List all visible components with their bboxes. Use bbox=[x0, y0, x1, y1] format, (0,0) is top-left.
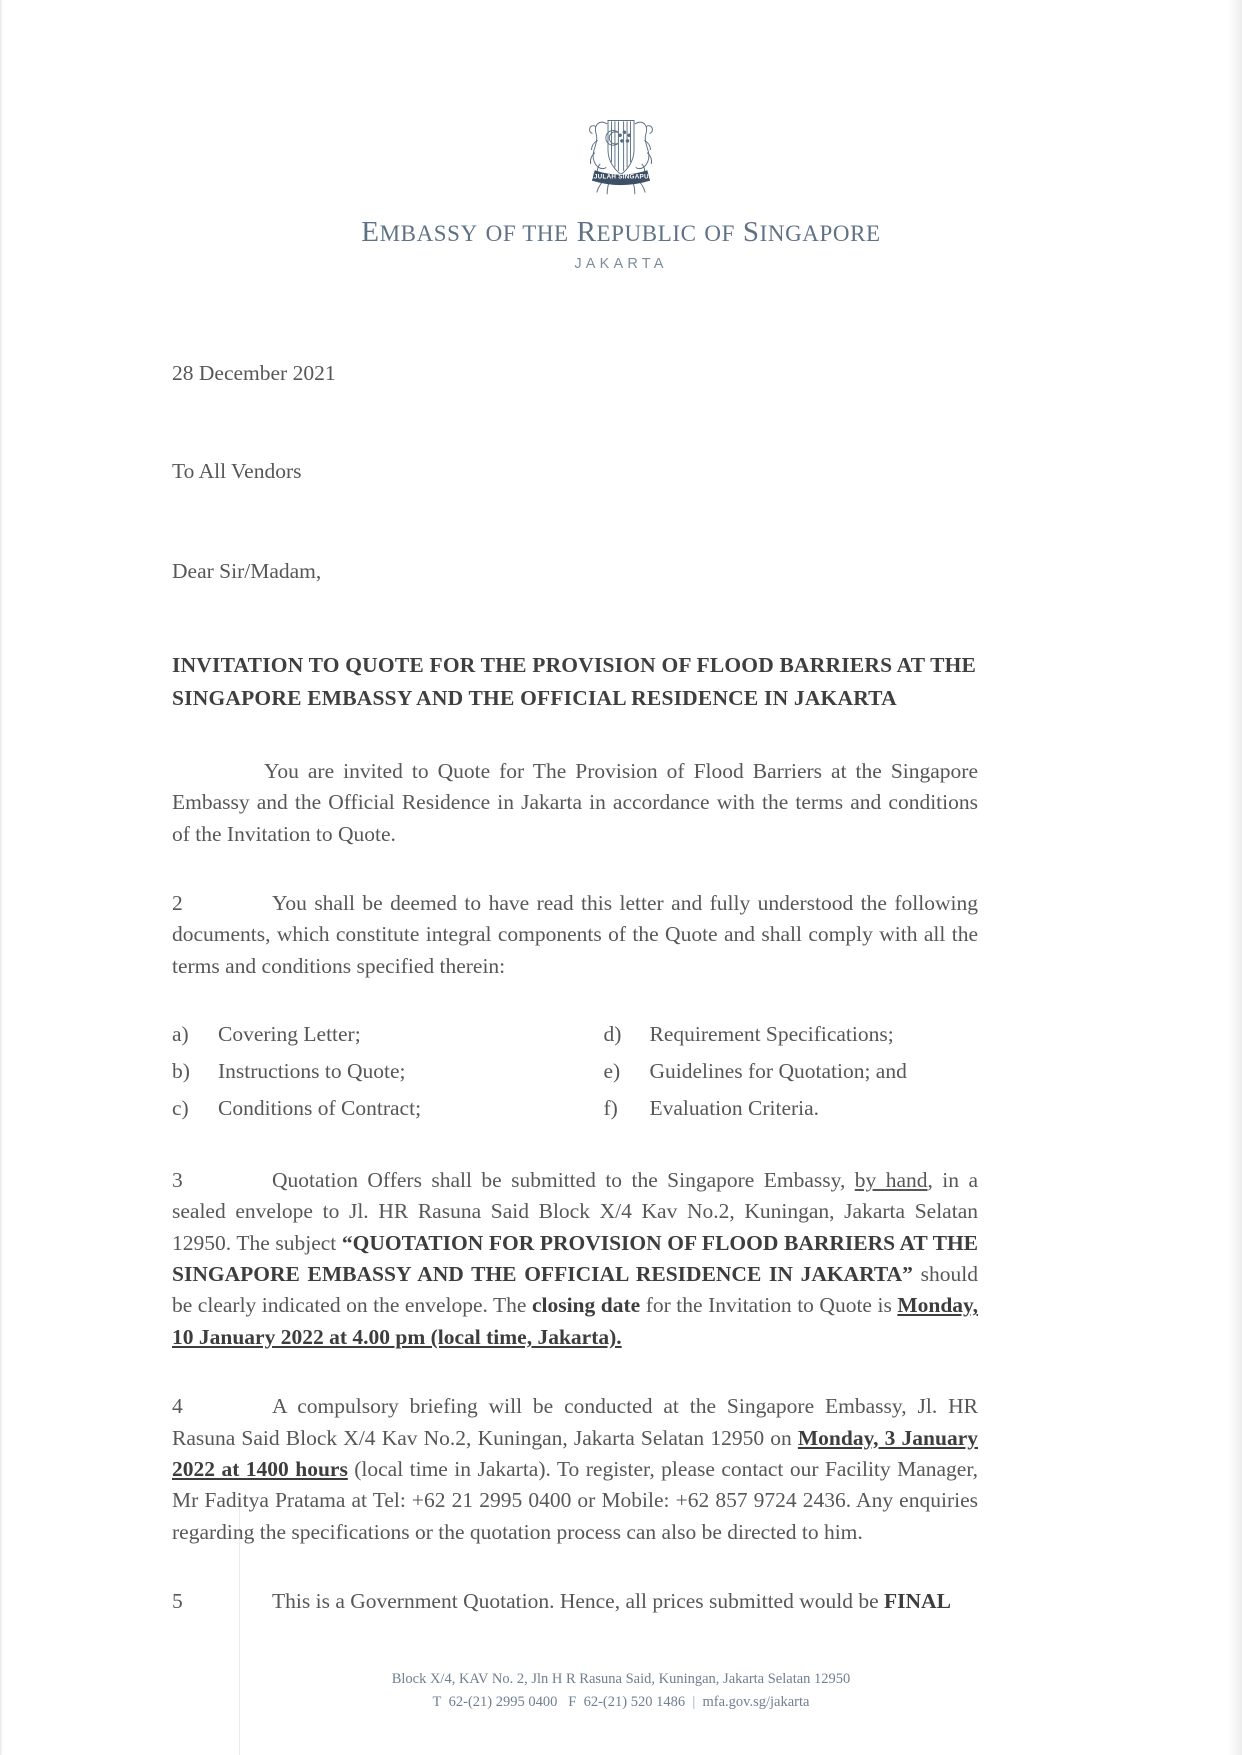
letter-addressee: To All Vendors bbox=[172, 459, 302, 484]
paragraph-1-text: You are invited to Quote for The Provision of Flood Barriers at the Singapore Embassy and the Official Residence in Jakarta in accordance with the terms and conditions of the Invitation to Quote. bbox=[172, 758, 978, 846]
paragraph-2 bbox=[172, 888, 978, 982]
list-item-marker: a) bbox=[172, 1022, 189, 1046]
list-item-label: Requirement Specifications; bbox=[649, 1022, 894, 1046]
motto-ribbon bbox=[584, 171, 659, 185]
list-item bbox=[172, 1053, 547, 1090]
footer-fax-label: F bbox=[568, 1694, 577, 1711]
organization-city: JAKARTA bbox=[574, 256, 668, 272]
list-item-label: Guidelines for Quotation; and bbox=[649, 1058, 907, 1083]
footer-website[interactable]: mfa.gov.sg/jakarta bbox=[702, 1694, 810, 1711]
footer-contact bbox=[0, 1691, 1242, 1714]
paragraph-3-text-c: should be clearly indicated on the envelope. The bbox=[172, 1262, 978, 1318]
list-item-marker: c) bbox=[172, 1095, 189, 1120]
closing-date-value: Monday, 10 January 2022 at 4.00 pm (local time, Jakarta). bbox=[172, 1293, 978, 1349]
footer-tel-value: 62-(21) 2995 0400 bbox=[448, 1694, 558, 1711]
final-emphasis: FINAL bbox=[884, 1589, 951, 1614]
footer-address: Block X/4, KAV No. 2, Jln H R Rasuna Said, Kuningan, Jakarta Selatan 12950 bbox=[391, 1671, 851, 1687]
list-item-marker: d) bbox=[603, 1022, 622, 1046]
paragraph-5 bbox=[172, 1586, 978, 1617]
letterhead bbox=[0, 98, 1242, 272]
organization-name: EMBASSY OF THE REPUBLIC OF SINGAPORE bbox=[361, 216, 881, 248]
list-item-marker: e) bbox=[603, 1058, 621, 1083]
list-item bbox=[172, 1090, 547, 1127]
documents-list-column-right bbox=[547, 1016, 979, 1127]
list-item bbox=[604, 1016, 979, 1053]
by-hand-emphasis: by hand bbox=[854, 1167, 928, 1192]
letter-salutation: Dear Sir/Madam, bbox=[172, 558, 322, 583]
list-item-marker: f) bbox=[603, 1095, 618, 1120]
closing-date-label: closing date bbox=[531, 1293, 641, 1318]
paragraph-2-text: You shall be deemed to have read this letter and fully understood the following documents, which constitute integral components of the Quote and shall comply with all the terms and conditions specified therein: bbox=[172, 890, 978, 978]
paragraph-5-text-a: This is a Government Quotation. Hence, all prices submitted would be bbox=[272, 1589, 885, 1614]
letter-date: 28 December 2021 bbox=[172, 361, 336, 385]
paragraph-3-text-a: Quotation Offers shall be submitted to the Singapore Embassy, bbox=[272, 1167, 855, 1192]
quotation-subject-line: “QUOTATION FOR PROVISION OF FLOOD BARRIERS AT THE SINGAPORE EMBASSY AND THE OFFICIAL RESIDENCE IN JAKARTA” bbox=[172, 1230, 979, 1287]
paragraph-4-text-b: (local time in Jakarta). To register, please contact our Facility Manager, Mr Faditya Pratama at Tel: +62 21 2995 0400 or Mobile: +62 857 9724 2436. Any enquiries regarding the specifications or the quotation process can also be directed to him. bbox=[172, 1456, 978, 1544]
paragraph-3-text-b: , in a sealed envelope to Jl. HR Rasuna Said Block X/4 Kav No.2, Kuningan, Jakarta Selatan 12950. The subject bbox=[172, 1167, 978, 1255]
list-item-marker: b) bbox=[172, 1058, 190, 1083]
list-item-label: Conditions of Contract; bbox=[218, 1095, 422, 1120]
list-item bbox=[604, 1090, 979, 1127]
letter-body bbox=[172, 358, 978, 1617]
paragraph-2-number: 2 bbox=[172, 890, 183, 915]
paragraph-4-number: 4 bbox=[172, 1394, 183, 1419]
documents-list-column-left bbox=[172, 1016, 547, 1127]
list-item-label: Covering Letter; bbox=[218, 1022, 361, 1046]
list-item-label: Evaluation Criteria. bbox=[649, 1095, 820, 1120]
paragraph-3-number: 3 bbox=[172, 1167, 183, 1192]
list-item bbox=[172, 1016, 547, 1053]
paragraph-1 bbox=[172, 756, 978, 850]
paragraph-5-number: 5 bbox=[172, 1589, 183, 1614]
paragraph-4-text-a: A compulsory briefing will be conducted at the Singapore Embassy, Jl. HR Rasuna Said Block X/4 Kav No.2, Kuningan, Jakarta Selatan 12950 on bbox=[172, 1394, 978, 1450]
paragraph-4 bbox=[172, 1391, 978, 1548]
singapore-coat-of-arms-icon bbox=[569, 98, 673, 202]
documents-list bbox=[172, 1016, 978, 1127]
briefing-date-value: Monday, 3 January 2022 at 1400 hours bbox=[172, 1425, 978, 1481]
list-item-label: Instructions to Quote; bbox=[218, 1058, 406, 1083]
paragraph-3-text-d: for the Invitation to Quote is bbox=[640, 1293, 898, 1318]
footer-fax-value: 62-(21) 520 1486 bbox=[583, 1694, 686, 1711]
page-footer bbox=[0, 1668, 1242, 1715]
svg-text:MAJULAH SINGAPURA: MAJULAH SINGAPURA bbox=[583, 173, 659, 181]
footer-separator: | bbox=[692, 1694, 696, 1711]
paragraph-3 bbox=[172, 1165, 978, 1353]
footer-tel-label: T bbox=[432, 1694, 442, 1711]
list-item bbox=[604, 1053, 979, 1090]
letter-subject-title: INVITATION TO QUOTE FOR THE PROVISION OF FLOOD BARRIERS AT THE SINGAPORE EMBASSY AND THE OFFICIAL RESIDENCE IN JAKARTA bbox=[172, 653, 977, 711]
